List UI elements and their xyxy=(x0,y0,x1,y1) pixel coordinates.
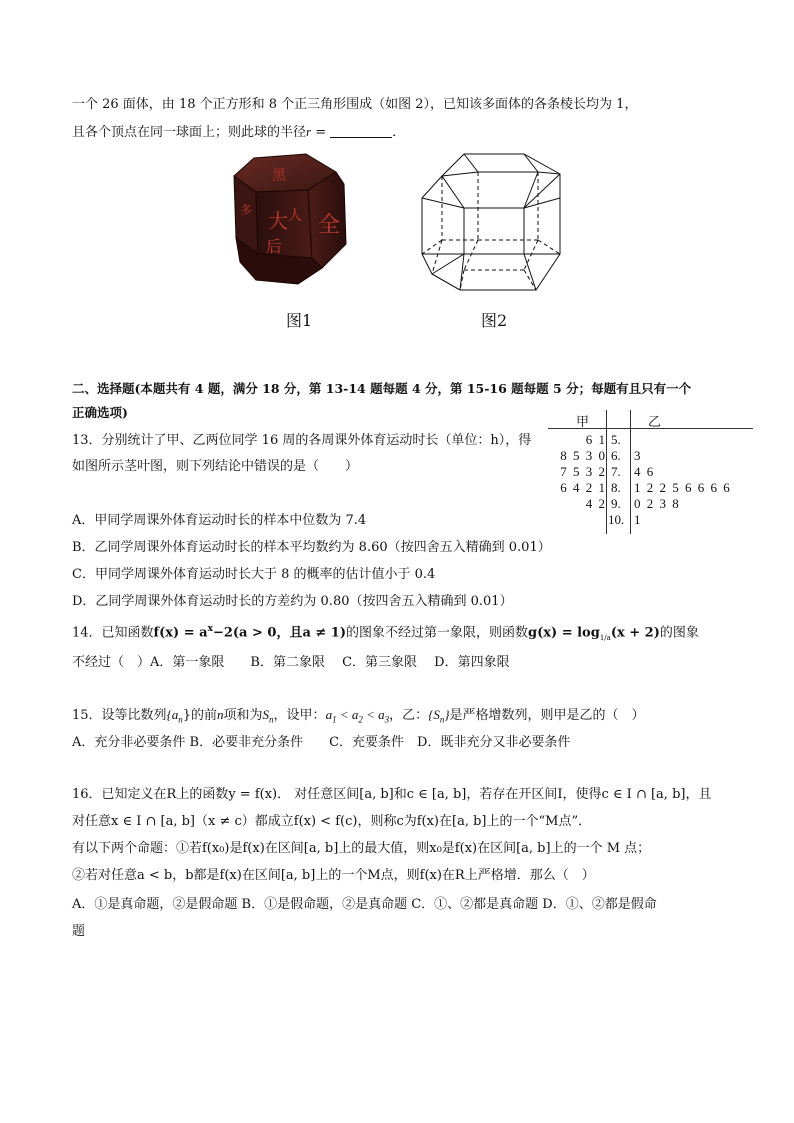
q15-text-c: 项和为 xyxy=(223,708,263,723)
q15-sn-sub: n xyxy=(269,714,274,725)
stem: 9. xyxy=(611,496,621,511)
q15-text-f: 是严格增数列，则甲是乙的（ ） xyxy=(449,708,645,723)
q15-n: n xyxy=(217,707,224,722)
left-leaves: 4 2 xyxy=(585,496,605,511)
stem: 10. xyxy=(608,512,625,527)
q13-option-b[interactable]: B．乙同学周课外体育运动时长的样本平均数约为 8.60（按四舍五入精确到 0.01） xyxy=(72,540,551,555)
radius-eq: = xyxy=(311,125,331,140)
stem-leaf-row xyxy=(548,448,753,464)
q13-option-a[interactable]: A．甲同学周课外体育运动时长的样本中位数为 7.4 xyxy=(72,513,367,528)
left-leaves: 6 1 xyxy=(585,432,605,447)
seal-glyph-3: 人 xyxy=(288,208,302,224)
q14-g-def: g(x) = log xyxy=(528,625,600,641)
stem-leaf-row xyxy=(548,496,753,512)
seal-glyph-4: 全 xyxy=(318,213,341,238)
q15-text-a: 15．设等比数列 xyxy=(72,708,167,723)
q14-prefix: 14．已知函数 xyxy=(72,625,154,641)
left-leaves: 8 5 3 0 xyxy=(560,448,605,463)
q16-stem-line-4: ②若对任意a < b，b都是f(x)在区间[a, b]上的一个M点，则f(x)在R上严格增．那么（ ） xyxy=(72,868,595,883)
intro-line-2-suffix: ． xyxy=(392,125,406,140)
q16-stem-line-1: 16．已知定义在R上的函数y = f(x)． 对任意区间[a, b]和c ∈ [a, b]，若存在开区间I，使得c ∈ I ∩ [a, b]，且 xyxy=(72,787,712,802)
q14-options[interactable]: 不经过（ ）A．第一象限 B．第二象限 C．第三象限 D．第四象限 xyxy=(72,655,510,670)
answer-blank[interactable] xyxy=(330,125,392,138)
q15-sn: S xyxy=(262,707,270,722)
left-leaves: 6 4 2 1 xyxy=(560,480,605,495)
q16-options[interactable]: A．①是真命题，②是假命题 B．①是假命题，②是真命题 C．①、②都是真命题 D．①、②都是假命 xyxy=(72,897,657,912)
right-leaves: 3 xyxy=(634,448,641,463)
radius-var: r xyxy=(306,124,312,139)
seal-glyph-1: 大 xyxy=(268,209,288,233)
figure-2-caption: 图2 xyxy=(481,311,508,330)
q15-text-e: ，乙： xyxy=(389,708,429,723)
q14-suffix: 的图象 xyxy=(659,625,699,641)
q14-exponent: x xyxy=(207,624,213,634)
q13-option-d[interactable]: D．乙同学周课外体育运动时长的方差约为 0.80（按四舍五入精确到 0.01） xyxy=(72,594,513,609)
q15-stem-line-1 xyxy=(72,706,645,729)
intro-line-2 xyxy=(72,123,405,142)
stem-leaf-left-label: 甲 xyxy=(576,414,590,429)
intro-line-1: 一个 26 面体，由 18 个正方形和 8 个正三角形围成（如图 2），已知该多面体的各条棱长均为 1， xyxy=(72,97,638,112)
q15-condition: $a_1 < a_2 < a_3$ xyxy=(325,707,390,725)
stem-leaf-row xyxy=(548,480,753,496)
q13-stem-line-1: 13．分别统计了甲、乙两位同学 16 周的各周课外体育运动时长（单位：h），得 xyxy=(72,433,532,448)
stem-leaf-right-label: 乙 xyxy=(648,414,662,429)
figure-2-polyhedron-drawing xyxy=(420,150,572,302)
stem-leaf-row xyxy=(548,512,753,528)
q14-f-rest: −2(a > 0，且a ≠ 1) xyxy=(212,625,347,641)
stem: 7. xyxy=(611,464,621,479)
q15-text-b: }的前 xyxy=(182,708,218,723)
left-leaves: 7 5 3 2 xyxy=(560,464,605,479)
stem: 5. xyxy=(611,432,621,447)
q14-stem-line-1 xyxy=(72,620,699,647)
q14-log-base: 1/a xyxy=(599,633,611,642)
stem-leaf-header xyxy=(548,410,753,429)
right-leaves: 4 6 xyxy=(634,464,654,479)
q15-options[interactable]: A．充分非必要条件 B．必要非充分条件 C．充要条件 D．既非充分又非必要条件 xyxy=(72,735,571,750)
q15-seq-sub: n xyxy=(178,714,183,725)
q13-stem-line-2: 如图所示茎叶图，则下列结论中错误的是（ ） xyxy=(72,459,359,474)
intro-line-2-prefix: 且各个顶点在同一球面上；则此球的半径 xyxy=(72,125,307,140)
stem: 8. xyxy=(611,480,621,495)
q15-text-d: ，设甲： xyxy=(273,708,326,723)
section-header-line-1: 二、选择题(本题共有 4 题，满分 18 分，第 13-14 题每题 4 分，第 15-16 题每题 5 分；每题有且只有一个 xyxy=(72,381,692,396)
q16-stem-line-2: 对任意x ∈ I ∩ [a, b]（x ≠ c）都成立f(x) < f(c)，则称c为f(x)在[a, b]上的一个“M点”． xyxy=(72,814,592,829)
q14-f-def: f(x) = a xyxy=(153,625,208,641)
figure-1-caption: 图1 xyxy=(286,311,313,330)
q15-sn-set: $\{S_n\}$ xyxy=(428,707,450,725)
stem-leaf-row xyxy=(548,464,753,480)
q15-seq: {a xyxy=(166,707,179,722)
stem: 6. xyxy=(611,448,621,463)
q13-option-c[interactable]: C．甲同学周课外体育运动时长大于 8 的概率的估计值小于 0.4 xyxy=(72,567,436,582)
q16-stem-line-3: 有以下两个命题：①若f(x₀)是f(x)在区间[a, b]上的最大值，则x₀是f(x)在区间[a, b]上的一个 M 点； xyxy=(72,841,651,856)
seal-glyph-5: 黑 xyxy=(272,168,286,184)
q14-g-rest: (x + 2) xyxy=(610,625,660,641)
right-leaves: 1 xyxy=(634,512,641,527)
figure-1-seal-image xyxy=(226,150,352,292)
stem-leaf-row xyxy=(548,432,753,448)
right-leaves: 0 2 3 8 xyxy=(634,496,679,511)
section-header-line-2: 正确选项) xyxy=(72,405,128,420)
seal-glyph-6: 多 xyxy=(240,203,253,217)
right-leaves: 1 2 2 5 6 6 6 6 xyxy=(634,480,730,495)
q16-options-wrap: 题 xyxy=(72,924,86,939)
seal-glyph-2: 后 xyxy=(266,237,283,256)
q14-mid: 的图象不经过第一象限，则函数 xyxy=(346,625,529,641)
